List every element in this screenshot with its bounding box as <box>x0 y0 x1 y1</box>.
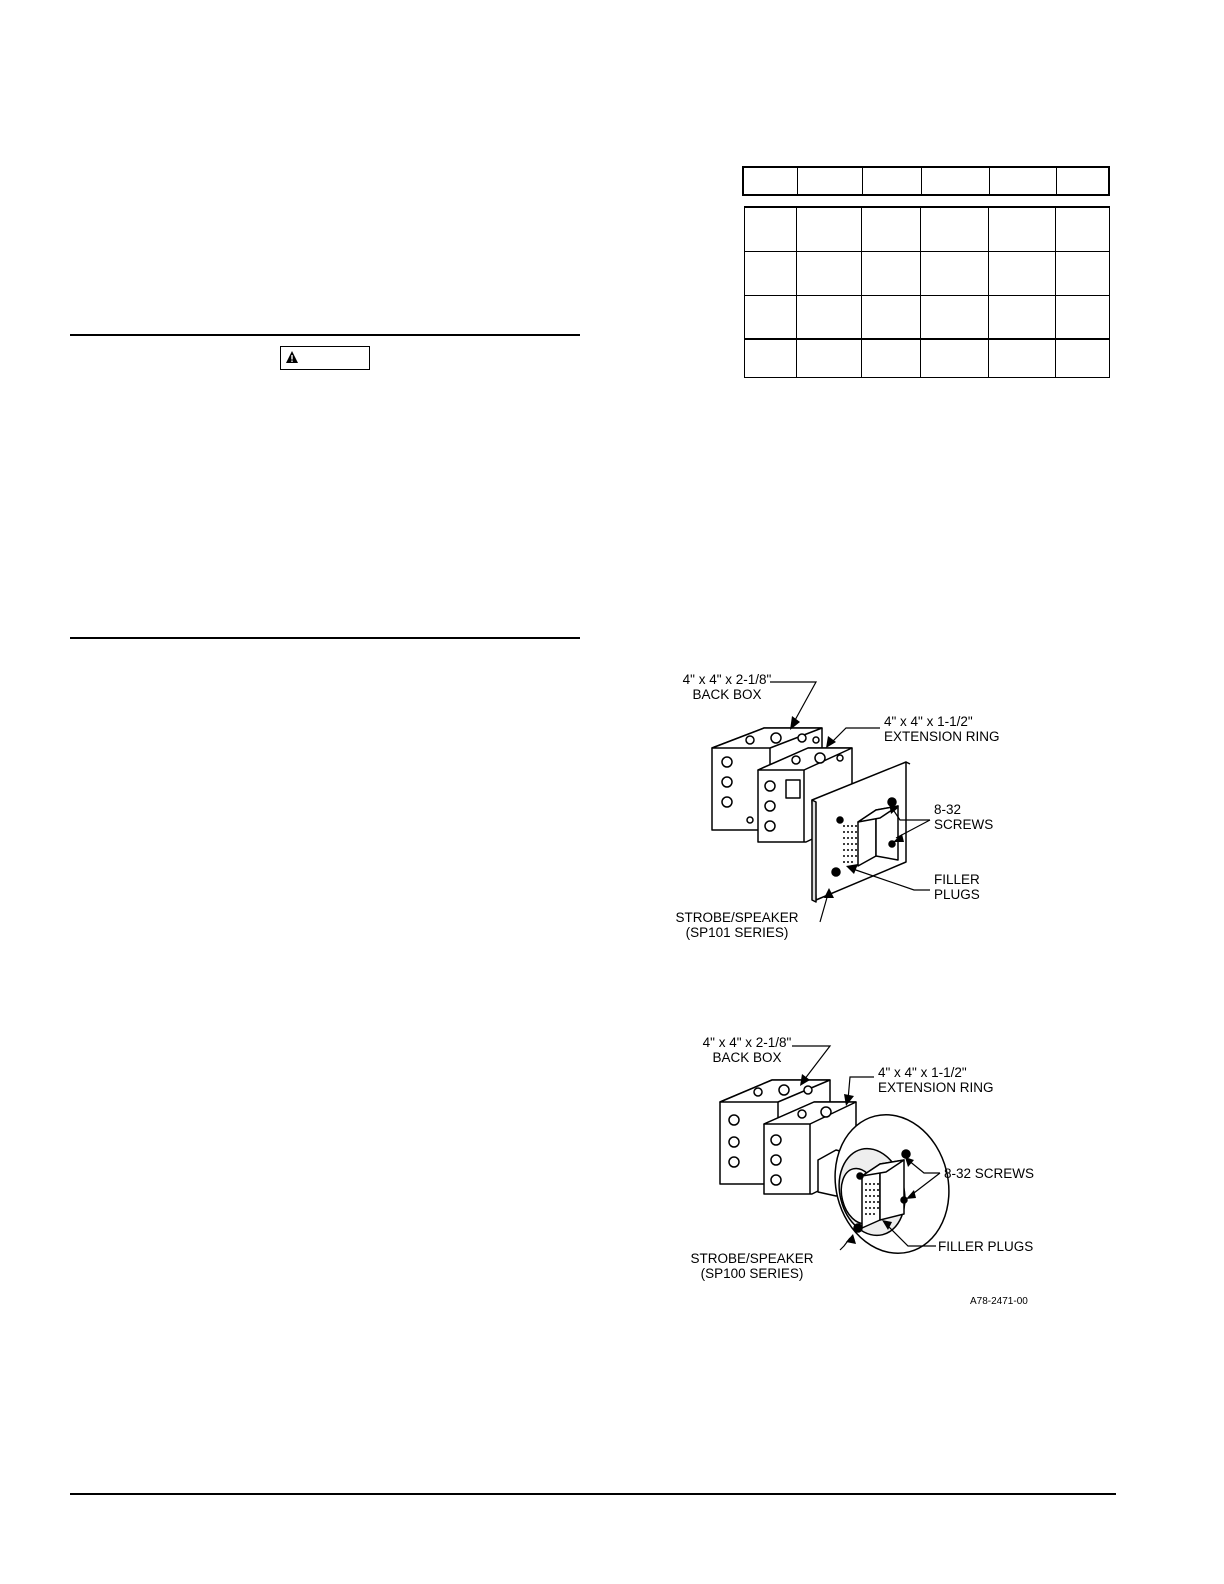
sp101-ext-ring-label: EXTENSION RING <box>884 729 1000 744</box>
sp100-device-line2: (SP100 SERIES) <box>700 1266 804 1281</box>
sp100-ext-ring-label: EXTENSION RING <box>878 1080 994 1095</box>
sp101-device-line1: STROBE/SPEAKER <box>675 910 799 925</box>
figure-part-number: A78-2471-00 <box>970 1296 1028 1307</box>
sp100-screws-label: 8-32 SCREWS <box>944 1166 1035 1181</box>
sp101-screws-line1: 8-32 <box>934 802 962 817</box>
sp100-back-box-dim: 4" x 4" x 2-1/8" <box>702 1035 792 1050</box>
sp100-back-box-label: BACK BOX <box>712 1050 782 1065</box>
sp101-device-line2: (SP101 SERIES) <box>685 925 789 940</box>
sp100-ext-ring-dim: 4" x 4" x 1-1/2" <box>878 1065 967 1080</box>
sp100-device-line1: STROBE/SPEAKER <box>690 1251 814 1266</box>
sp101-ext-ring-dim: 4" x 4" x 1-1/2" <box>884 714 973 729</box>
sp101-filler-line1: FILLER <box>934 872 980 887</box>
sp101-filler-line2: PLUGS <box>934 887 980 902</box>
footer-rule <box>70 1493 1116 1495</box>
sp100-filler-label: FILLER PLUGS <box>938 1239 1034 1254</box>
sp101-screws-line2: SCREWS <box>934 817 994 832</box>
sp101-back-box-label: BACK BOX <box>692 687 762 702</box>
sp101-back-box-dim: 4" x 4" x 2-1/8" <box>682 672 772 687</box>
